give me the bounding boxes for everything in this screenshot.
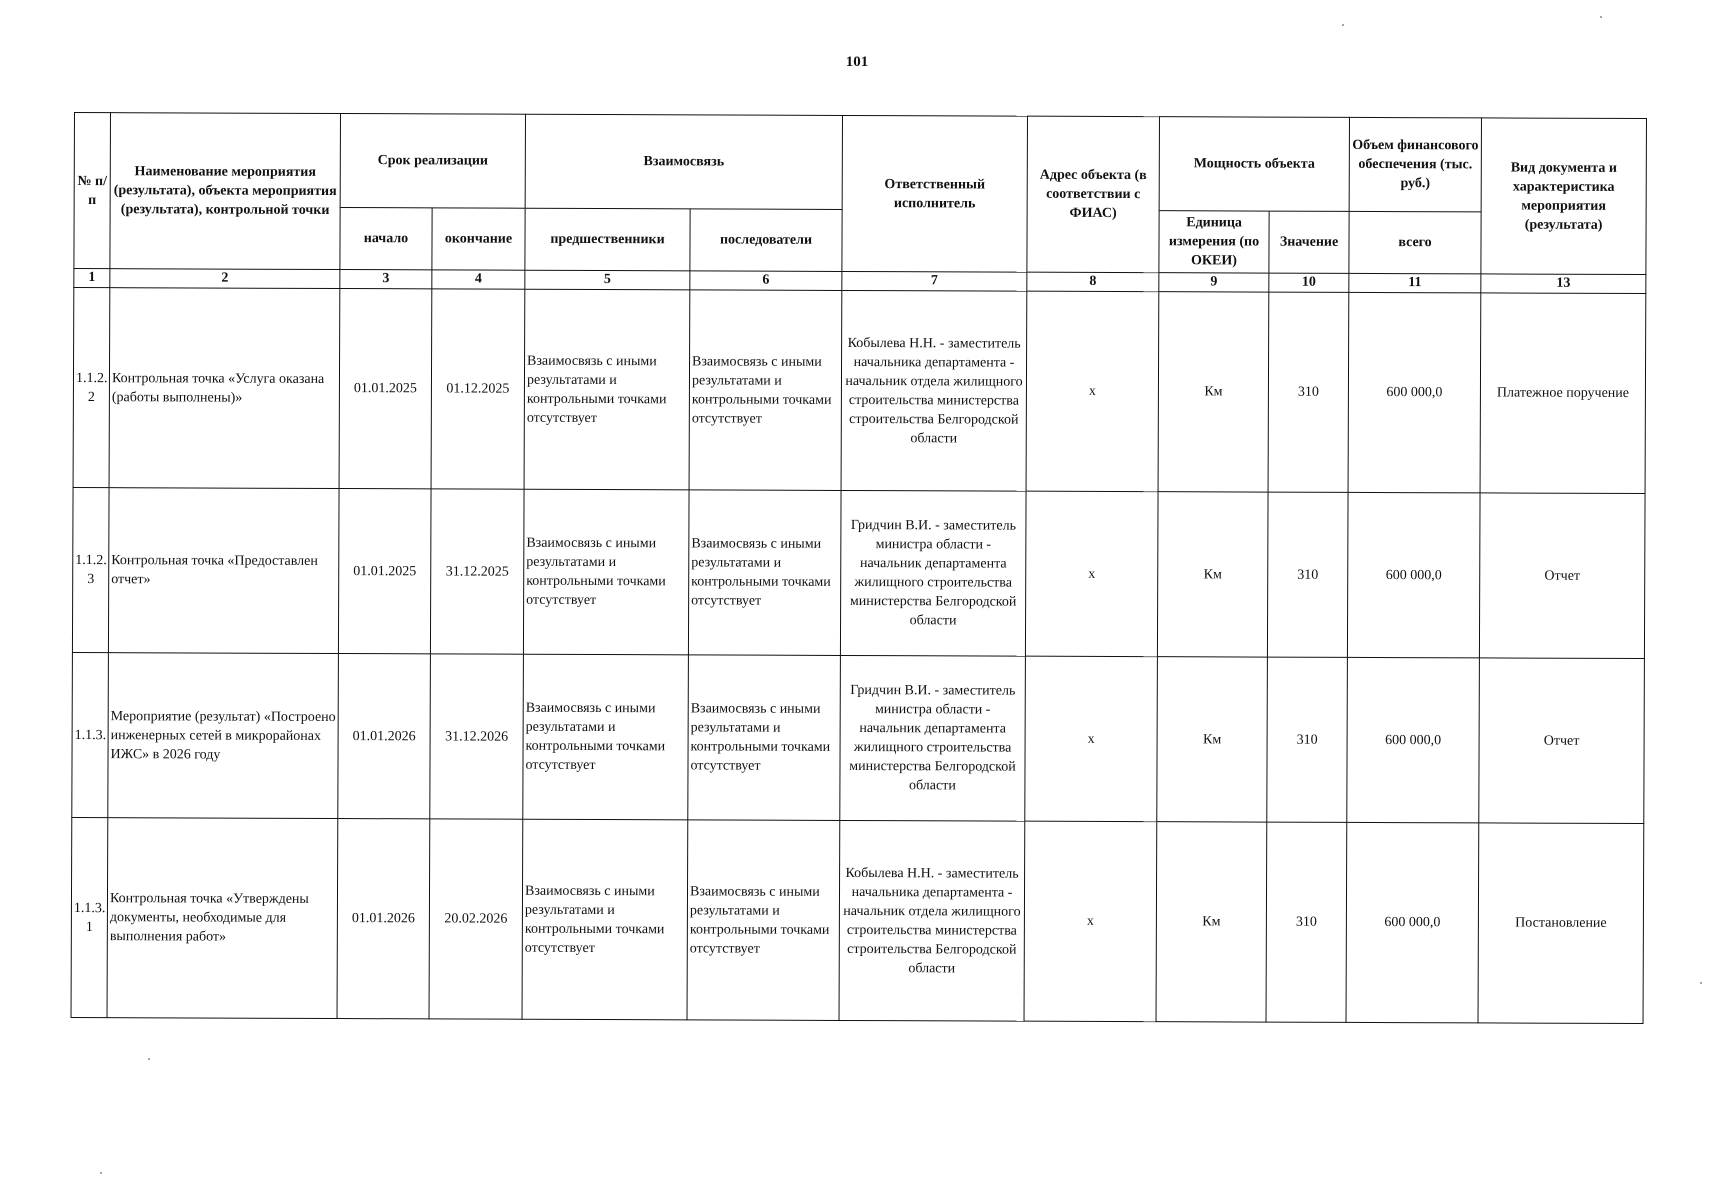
header-doc-type: Вид документа и характеристика мероприятия (результата) <box>1481 118 1647 275</box>
row-num: 1.1.2. 3 <box>72 487 109 652</box>
column-number: 1 <box>74 269 110 288</box>
row-predecessors: Взаимосвязь с иными результатами и контрольными точками отсутствует <box>523 654 689 820</box>
row-address: х <box>1025 656 1158 822</box>
column-number: 10 <box>1269 273 1349 292</box>
row-name: Контрольная точка «Утверждены документы, необходимые для выполнения работ» <box>107 818 338 1019</box>
row-address: х <box>1025 491 1158 657</box>
row-predecessors: Взаимосвязь с иными результатами и контрольными точками отсутствует <box>523 489 689 655</box>
header-num: № п/п <box>74 113 111 269</box>
row-executor: Гридчин В.И. - заместитель министра области - начальник департамента жилищного строительства министерства Белгородской области <box>840 655 1026 821</box>
row-end-date: 01.12.2025 <box>431 289 525 489</box>
row-start-date: 01.01.2025 <box>339 289 432 489</box>
row-start-date: 01.01.2026 <box>338 654 431 819</box>
scan-speck <box>1342 24 1344 26</box>
row-value: 310 <box>1268 292 1349 492</box>
row-successors: Взаимосвязь с иными результатами и контрольными точками отсутствует <box>687 820 840 1021</box>
column-number: 8 <box>1027 272 1159 292</box>
row-executor: Гридчин В.И. - заместитель министра области - начальник департамента жилищного строительства министерства Белгородской области <box>840 490 1026 656</box>
scan-speck <box>1600 16 1602 18</box>
header-period-end: окончание <box>432 208 525 270</box>
header-link-next: последователи <box>690 209 842 272</box>
row-value: 310 <box>1266 822 1347 1022</box>
scan-speck <box>100 1172 102 1174</box>
header-unit: Единица измерения (по ОКЕИ) <box>1159 211 1269 273</box>
row-end-date: 20.02.2026 <box>429 819 523 1019</box>
row-unit: Км <box>1157 492 1268 657</box>
row-unit: Км <box>1158 292 1269 492</box>
header-value: Значение <box>1269 211 1349 273</box>
row-executor: Кобылева Н.Н. - заместитель начальника департамента - начальник отдела жилищного строительства министерства строительства Белгородской области <box>839 820 1025 1021</box>
row-name: Мероприятие (результат) «Построено инженерных сетей в микрорайонах ИЖС» в 2026 году <box>108 653 339 819</box>
header-finance-total: всего <box>1349 211 1481 274</box>
row-doc-type: Отчет <box>1479 493 1645 659</box>
column-number: 13 <box>1481 274 1646 294</box>
header-address: Адрес объекта (в соответствии с ФИАС) <box>1027 116 1160 273</box>
row-unit: Км <box>1157 657 1268 822</box>
row-successors: Взаимосвязь с иными результатами и контрольными точками отсутствует <box>688 655 841 821</box>
header-period-start: начало <box>340 208 432 270</box>
header-finance: Объем финансового обеспечения (тыс. руб.) <box>1349 117 1481 212</box>
row-predecessors: Взаимосвязь с иными результатами и контрольными точками отсутствует <box>522 819 688 1020</box>
column-number: 3 <box>340 270 432 289</box>
row-end-date: 31.12.2025 <box>430 489 524 654</box>
row-address: х <box>1024 821 1157 1022</box>
header-link-prev: предшественники <box>525 208 690 271</box>
row-predecessors: Взаимосвязь с иными результатами и контрольными точками отсутствует <box>524 289 690 490</box>
header-period: Срок реализации <box>340 114 525 209</box>
row-name: Контрольная точка «Предоставлен отчет» <box>108 488 339 654</box>
table-row <box>71 817 1644 1023</box>
row-start-date: 01.01.2026 <box>337 819 430 1019</box>
row-num: 1.1.2. 2 <box>73 288 110 488</box>
row-num: 1.1.3. <box>72 652 109 817</box>
column-number: 6 <box>690 271 842 291</box>
column-number: 11 <box>1349 273 1481 293</box>
column-number: 9 <box>1159 273 1269 292</box>
page-number: 101 <box>845 54 869 70</box>
row-start-date: 01.01.2025 <box>338 489 431 654</box>
row-doc-type: Постановление <box>1478 823 1644 1024</box>
scan-speck <box>148 1058 150 1060</box>
row-value: 310 <box>1267 657 1348 822</box>
measures-table <box>71 112 1647 1024</box>
table-row <box>72 487 1645 658</box>
column-number: 5 <box>525 270 690 290</box>
table-row <box>72 652 1645 823</box>
row-successors: Взаимосвязь с иными результатами и контрольными точками отсутствует <box>689 290 842 491</box>
row-end-date: 31.12.2026 <box>430 654 524 819</box>
table-row <box>73 288 1646 494</box>
header-executor: Ответственный исполнитель <box>842 115 1028 272</box>
scan-speck <box>1700 982 1702 984</box>
row-address: х <box>1026 291 1159 492</box>
row-total: 600 000,0 <box>1346 822 1479 1023</box>
row-doc-type: Отчет <box>1479 658 1645 824</box>
header-capacity: Мощность объекта <box>1159 117 1349 212</box>
row-unit: Км <box>1156 822 1267 1022</box>
header-link: Взаимосвязь <box>525 114 842 209</box>
column-number: 4 <box>432 270 525 289</box>
row-total: 600 000,0 <box>1347 657 1480 823</box>
row-value: 310 <box>1267 492 1348 657</box>
row-executor: Кобылева Н.Н. - заместитель начальника департамента - начальник отдела жилищного строительства министерства строительства Белгородской области <box>841 290 1027 491</box>
row-successors: Взаимосвязь с иными результатами и контрольными точками отсутствует <box>688 490 841 656</box>
header-name: Наименование мероприятия (результата), объекта мероприятия (результата), контрольной точки <box>110 113 341 270</box>
row-total: 600 000,0 <box>1348 292 1481 493</box>
row-total: 600 000,0 <box>1347 492 1480 658</box>
column-number: 7 <box>842 271 1027 291</box>
row-doc-type: Платежное поручение <box>1480 293 1646 494</box>
row-name: Контрольная точка «Услуга оказана (работы выполнены)» <box>109 288 340 489</box>
row-num: 1.1.3. 1 <box>71 817 108 1017</box>
column-number: 2 <box>110 269 340 289</box>
